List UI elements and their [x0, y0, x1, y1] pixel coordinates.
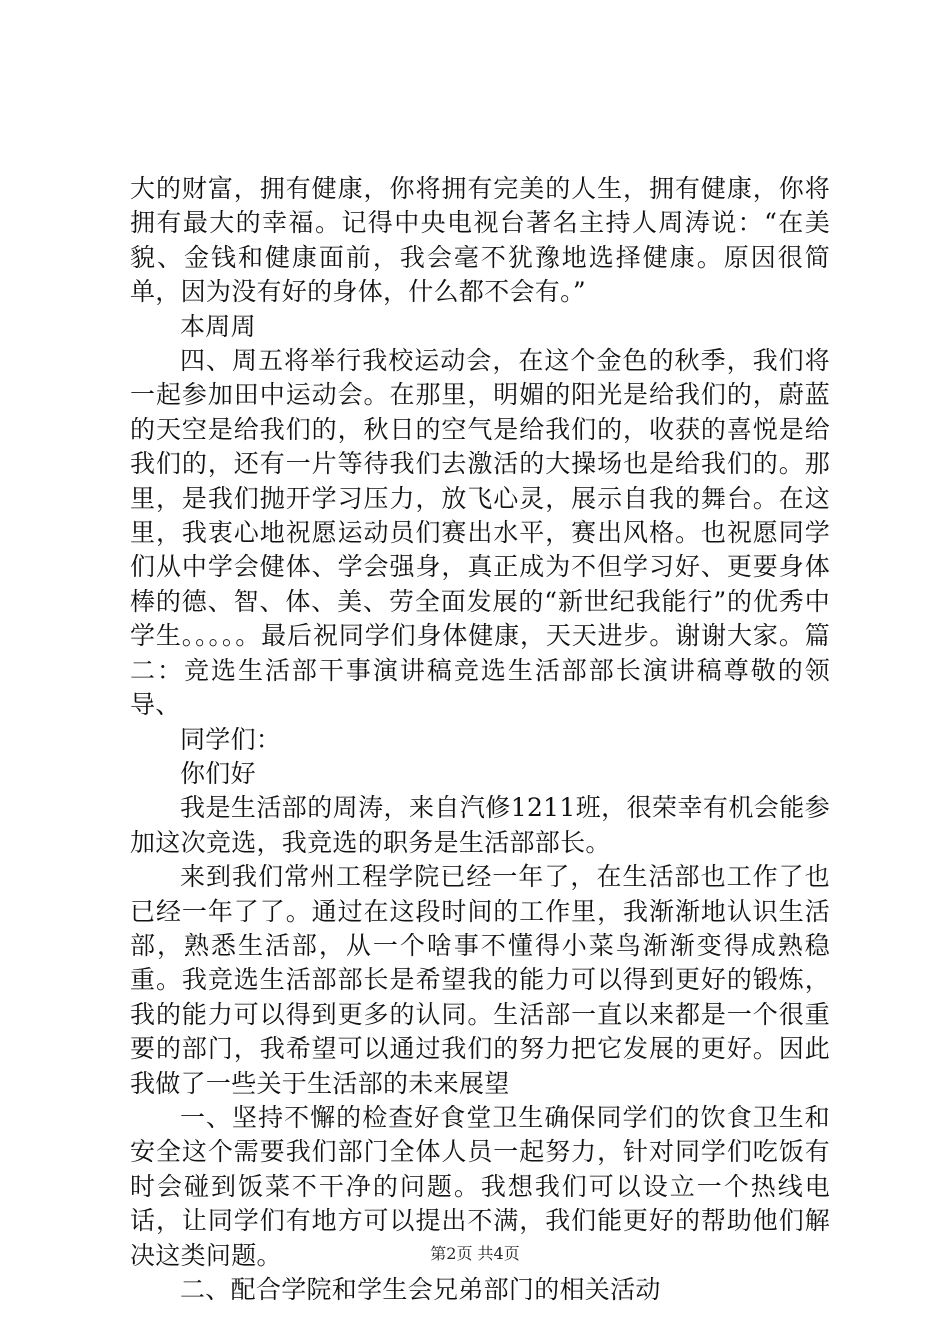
page-number-footer: 第2页 共4页 [430, 1244, 520, 1263]
paragraph: 本周周 [180, 311, 256, 341]
document-body [130, 172, 830, 1307]
paragraph: 四、周五将举行我校运动会，在这个金色的秋季，我们将一起参加田中运动会。在那里，明媚的阳光是给我们的，蔚蓝的天空是给我们的，秋日的空气是给我们的，收获的喜悦是给我们的，还有一片等待我们去激活的大操场也是给我们的。那里，是我们抛开学习压力，放飞心灵，展示自我的舞台。在这里，我衷心地祝愿运动员们赛出水平，赛出风格。也祝愿同学们从中学会健体、学会强身，真正成为不但学习好、更要身体棒的德、智、体、美、劳全面发展的“新世纪我能行”的优秀中学生。。。。。最后祝同学们身体健康，天天进步。谢谢大家。篇二：竞选生活部干事演讲稿竞选生活部部长演讲稿尊敬的领导、 [130, 346, 830, 720]
paragraph: 同学们： [180, 724, 282, 754]
paragraph: 大的财富，拥有健康，你将拥有完美的人生，拥有健康，你将拥有最大的幸福。记得中央电视台著名主持人周涛说：“在美貌、金钱和健康面前，我会毫不犹豫地选择健康。原因很简单，因为没有好的身体，什么都不会有。” [130, 174, 830, 307]
paragraph: 你们好 [180, 758, 256, 788]
paragraph: 来到我们常州工程学院已经一年了，在生活部也工作了也已经一年了了。通过在这段时间的工作里，我渐渐地认识生活部，熟悉生活部，从一个啥事不懂得小菜鸟渐渐变得成熟稳重。我竞选生活部部长是希望我的能力可以得到更好的锻炼，我的能力可以得到更多的认同。生活部一直以来都是一个很重要的部门，我希望可以通过我们的努力把它发展的更好。因此我做了一些关于生活部的未来展望 [130, 862, 830, 1098]
paragraph: 我是生活部的周涛，来自汽修1211班，很荣幸有机会能参加这次竞选，我竞选的职务是生活部部长。 [130, 793, 830, 857]
paragraph: 一、坚持不懈的检查好食堂卫生确保同学们的饮食卫生和安全这个需要我们部门全体人员一起努力，针对同学们吃饭有时会碰到饭菜不干净的问题。我想我们可以设立一个热线电话，让同学们有地方可以提出不满，我们能更好的帮助他们解决这类问题。 [130, 1102, 830, 1270]
paragraph: 二、配合学院和学生会兄弟部门的相关活动 [180, 1275, 661, 1304]
